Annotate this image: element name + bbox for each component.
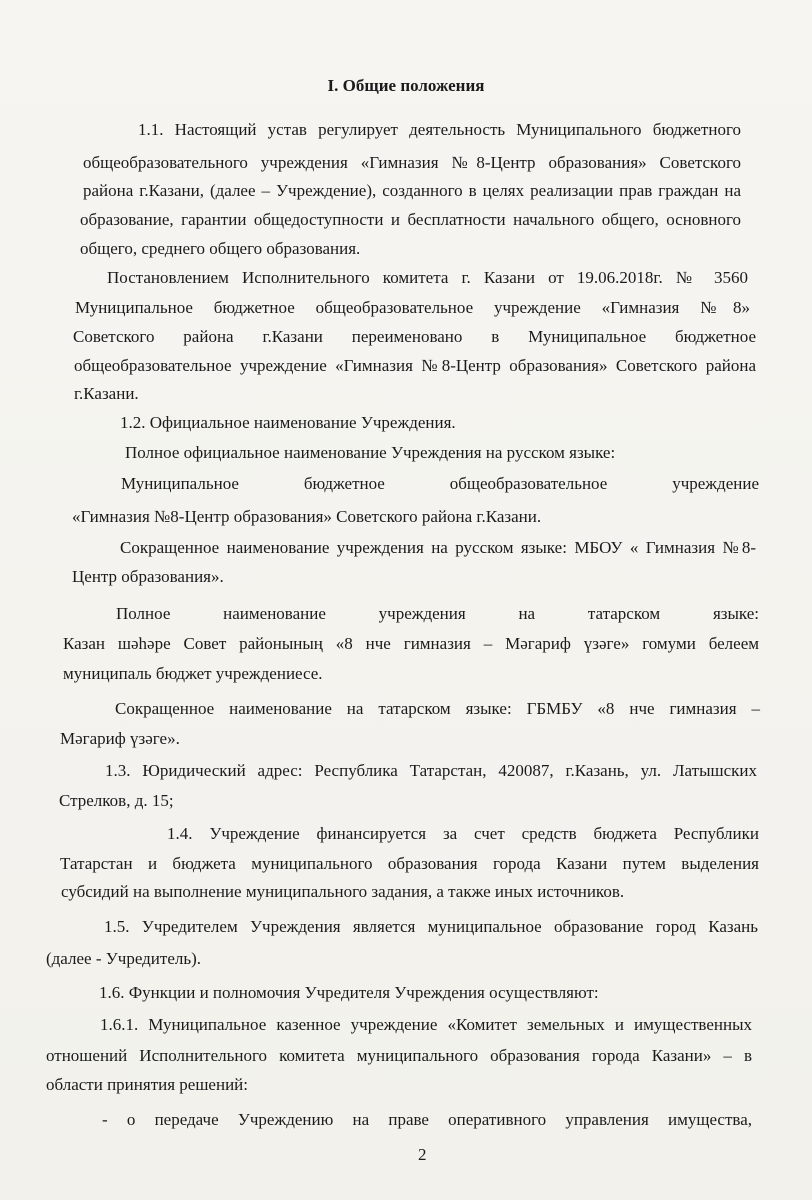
text-line-7: Муниципальное бюджетное общеобразовательное учреждение «Гимназия №8»: [75, 298, 750, 317]
text-line-16: Центр образования».: [72, 567, 224, 586]
text-line-15: Сокращенное наименование учреждения на русском языке: МБОУ « Гимназия №8-: [120, 538, 756, 557]
text-line-31: отношений Исполнительного комитета муниципального образования города Казани» – в: [46, 1046, 752, 1065]
text-line-9: общеобразовательное учреждение «Гимназия №8-Центр образования» Советского района: [74, 356, 756, 375]
text-line-29: 1.6. Функции и полномочия Учредителя Учреждения осуществляют:: [99, 983, 599, 1002]
text-line-23: Стрелков, д. 15;: [59, 791, 174, 810]
text-line-25: Татарстан и бюджета муниципального образования города Казани путем выделения: [60, 854, 759, 873]
page-number: 2: [418, 1145, 427, 1164]
text-line-20: Сокращенное наименование на татарском языке: ГБМБУ «8 нче гимназия –: [115, 699, 760, 718]
text-line-27: 1.5. Учредителем Учреждения является муниципальное образование город Казань: [104, 917, 758, 936]
text-line-13: Муниципальное бюджетное общеобразовательное учреждение: [121, 474, 759, 493]
text-line-8: Советского района г.Казани переименовано в Муниципальное бюджетное: [73, 327, 756, 346]
text-line-14: «Гимназия №8-Центр образования» Советского района г.Казани.: [72, 507, 542, 526]
text-line-24: 1.4. Учреждение финансируется за счет средств бюджета Республики: [167, 824, 759, 843]
text-line-18: Казан шәһәре Совет районының «8 нче гимназия – Мәгариф үзәге» гомуми белеем: [63, 634, 759, 653]
text-line-32: области принятия решений:: [46, 1075, 248, 1094]
text-line-2: общеобразовательного учреждения «Гимназия №8-Центр образования» Советского: [83, 153, 741, 172]
text-line-19: муниципаль бюджет учреждениесе.: [63, 664, 323, 683]
text-line-33: - о передаче Учреждению на праве оперативного управления имущества,: [102, 1110, 752, 1129]
text-line-28: (далее - Учредитель).: [46, 949, 202, 968]
text-line-17: Полное наименование учреждения на татарском языке:: [116, 604, 759, 623]
text-line-21: Мәгариф үзәге».: [60, 729, 180, 748]
text-line-10: г.Казани.: [74, 384, 139, 403]
text-line-11: 1.2. Официальное наименование Учреждения.: [120, 413, 456, 432]
text-line-4: образование, гарантии общедоступности и бесплатности начального общего, основного: [80, 210, 741, 229]
text-line-26: субсидий на выполнение муниципального задания, а также иных источников.: [61, 882, 625, 901]
text-line-6: Постановлением Исполнительного комитета г. Казани от 19.06.2018г. № 3560: [107, 268, 748, 287]
text-line-12: Полное официальное наименование Учреждения на русском языке:: [125, 443, 616, 462]
text-line-22: 1.3. Юридический адрес: Республика Татарстан, 420087, г.Казань, ул. Латышских: [105, 761, 757, 780]
text-line-1: 1.1. Настоящий устав регулирует деятельность Муниципального бюджетного: [138, 120, 741, 139]
text-line-3: района г.Казани, (далее – Учреждение), созданного в целях реализации прав граждан на: [83, 181, 741, 200]
text-line-5: общего, среднего общего образования.: [80, 239, 361, 258]
section-title: I. Общие положения: [327, 76, 485, 95]
text-line-30: 1.6.1. Муниципальное казенное учреждение «Комитет земельных и имущественных: [100, 1015, 752, 1034]
